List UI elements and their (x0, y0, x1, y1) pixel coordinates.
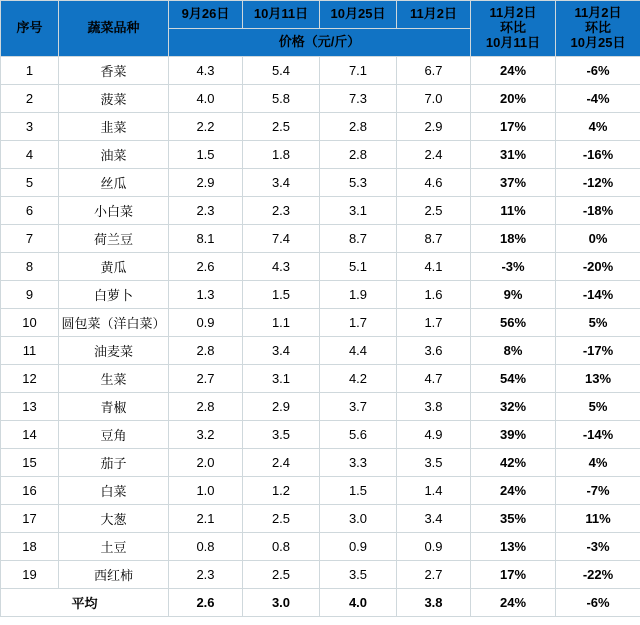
cell-price-4: 1.4 (397, 477, 471, 505)
cell-variety: 生菜 (59, 365, 169, 393)
cell-price-2: 3.5 (243, 421, 320, 449)
cell-price-1: 3.2 (169, 421, 243, 449)
table-row (1, 225, 640, 253)
cell-change-2: -22% (556, 561, 640, 589)
cell-change-2: -4% (556, 85, 640, 113)
table-row (1, 561, 640, 589)
cell-price-4: 3.6 (397, 337, 471, 365)
average-change-2: -6% (556, 589, 640, 617)
table-row (1, 169, 640, 197)
table-row (1, 393, 640, 421)
cell-variety: 大葱 (59, 505, 169, 533)
header-change1-line3: 10月11日 (485, 34, 541, 50)
cell-change-2: -14% (556, 421, 640, 449)
table-row (1, 337, 640, 365)
cell-change-1: 31% (471, 141, 556, 169)
table-header (1, 1, 640, 57)
table-row (1, 57, 640, 85)
cell-change-1: -3% (471, 253, 556, 281)
cell-variety: 青椒 (59, 393, 169, 421)
cell-variety: 土豆 (59, 533, 169, 561)
cell-price-1: 1.5 (169, 141, 243, 169)
header-change-vs-oct25 (556, 1, 640, 57)
header-index: 序号 (1, 1, 59, 57)
cell-change-2: -7% (556, 477, 640, 505)
cell-variety: 油麦菜 (59, 337, 169, 365)
cell-price-4: 2.5 (397, 197, 471, 225)
cell-index: 11 (1, 337, 59, 365)
header-change1-line2: 环比 (499, 20, 526, 36)
cell-index: 18 (1, 533, 59, 561)
cell-change-1: 32% (471, 393, 556, 421)
table-row (1, 85, 640, 113)
cell-price-3: 3.0 (320, 505, 397, 533)
cell-price-3: 3.7 (320, 393, 397, 421)
cell-price-4: 4.6 (397, 169, 471, 197)
table-footer (1, 589, 640, 617)
cell-index: 17 (1, 505, 59, 533)
average-value-2: 3.0 (243, 589, 320, 617)
cell-price-1: 2.7 (169, 365, 243, 393)
header-date-3: 10月25日 (320, 1, 397, 29)
cell-price-3: 1.5 (320, 477, 397, 505)
table-row (1, 477, 640, 505)
cell-variety: 韭菜 (59, 113, 169, 141)
table-row (1, 365, 640, 393)
average-label: 平均 (1, 589, 169, 617)
cell-change-2: -6% (556, 57, 640, 85)
cell-price-2: 1.2 (243, 477, 320, 505)
cell-index: 8 (1, 253, 59, 281)
cell-variety: 小白菜 (59, 197, 169, 225)
cell-price-1: 0.9 (169, 309, 243, 337)
table-row (1, 421, 640, 449)
cell-price-4: 3.4 (397, 505, 471, 533)
table-row (1, 309, 640, 337)
cell-variety: 荷兰豆 (59, 225, 169, 253)
cell-index: 4 (1, 141, 59, 169)
cell-price-1: 2.3 (169, 561, 243, 589)
cell-variety: 茄子 (59, 449, 169, 477)
cell-change-1: 37% (471, 169, 556, 197)
cell-change-1: 18% (471, 225, 556, 253)
cell-price-4: 2.7 (397, 561, 471, 589)
cell-price-2: 3.1 (243, 365, 320, 393)
header-row-1 (1, 1, 640, 29)
cell-change-1: 20% (471, 85, 556, 113)
cell-change-1: 8% (471, 337, 556, 365)
cell-change-2: -17% (556, 337, 640, 365)
table-row (1, 533, 640, 561)
cell-change-1: 39% (471, 421, 556, 449)
cell-index: 10 (1, 309, 59, 337)
table-row (1, 197, 640, 225)
cell-price-4: 7.0 (397, 85, 471, 113)
cell-price-1: 2.1 (169, 505, 243, 533)
cell-price-3: 5.3 (320, 169, 397, 197)
average-value-3: 4.0 (320, 589, 397, 617)
cell-price-4: 3.5 (397, 449, 471, 477)
cell-price-1: 2.9 (169, 169, 243, 197)
cell-variety: 丝瓜 (59, 169, 169, 197)
cell-variety: 豆角 (59, 421, 169, 449)
cell-price-3: 4.4 (320, 337, 397, 365)
header-date-2: 10月11日 (243, 1, 320, 29)
cell-price-1: 2.3 (169, 197, 243, 225)
cell-change-1: 56% (471, 309, 556, 337)
cell-change-2: -14% (556, 281, 640, 309)
cell-change-1: 24% (471, 57, 556, 85)
cell-price-2: 2.4 (243, 449, 320, 477)
cell-price-1: 2.2 (169, 113, 243, 141)
cell-price-3: 2.8 (320, 141, 397, 169)
cell-price-1: 1.3 (169, 281, 243, 309)
cell-price-3: 8.7 (320, 225, 397, 253)
cell-price-1: 4.3 (169, 57, 243, 85)
cell-change-2: 5% (556, 309, 640, 337)
cell-price-2: 1.8 (243, 141, 320, 169)
cell-variety: 白萝卜 (59, 281, 169, 309)
cell-price-3: 1.9 (320, 281, 397, 309)
table-row (1, 141, 640, 169)
header-variety: 蔬菜品种 (59, 1, 169, 57)
cell-index: 14 (1, 421, 59, 449)
header-date-4: 11月2日 (397, 1, 471, 29)
table-row (1, 281, 640, 309)
cell-variety: 西红柿 (59, 561, 169, 589)
cell-price-4: 4.9 (397, 421, 471, 449)
cell-price-2: 2.5 (243, 561, 320, 589)
cell-change-1: 35% (471, 505, 556, 533)
cell-index: 6 (1, 197, 59, 225)
cell-price-3: 1.7 (320, 309, 397, 337)
average-change-1: 24% (471, 589, 556, 617)
cell-change-2: -3% (556, 533, 640, 561)
cell-price-1: 8.1 (169, 225, 243, 253)
cell-price-4: 4.1 (397, 253, 471, 281)
cell-price-2: 2.5 (243, 505, 320, 533)
cell-price-2: 1.1 (243, 309, 320, 337)
cell-price-4: 3.8 (397, 393, 471, 421)
cell-change-1: 54% (471, 365, 556, 393)
cell-change-1: 17% (471, 561, 556, 589)
cell-index: 12 (1, 365, 59, 393)
cell-price-4: 2.9 (397, 113, 471, 141)
table-row (1, 505, 640, 533)
cell-variety: 油菜 (59, 141, 169, 169)
cell-variety: 菠菜 (59, 85, 169, 113)
average-value-4: 3.8 (397, 589, 471, 617)
cell-price-3: 7.3 (320, 85, 397, 113)
cell-price-2: 5.4 (243, 57, 320, 85)
cell-price-3: 3.3 (320, 449, 397, 477)
cell-price-1: 0.8 (169, 533, 243, 561)
cell-change-2: 4% (556, 449, 640, 477)
cell-price-2: 3.4 (243, 337, 320, 365)
table-row (1, 253, 640, 281)
cell-price-2: 2.5 (243, 113, 320, 141)
cell-index: 19 (1, 561, 59, 589)
table-body (1, 57, 640, 589)
cell-index: 1 (1, 57, 59, 85)
cell-price-1: 4.0 (169, 85, 243, 113)
cell-price-2: 4.3 (243, 253, 320, 281)
cell-price-4: 6.7 (397, 57, 471, 85)
table-row (1, 113, 640, 141)
cell-change-2: -16% (556, 141, 640, 169)
cell-index: 13 (1, 393, 59, 421)
cell-price-4: 8.7 (397, 225, 471, 253)
header-change2-line3: 10月25日 (570, 34, 626, 50)
cell-variety: 黄瓜 (59, 253, 169, 281)
cell-index: 15 (1, 449, 59, 477)
cell-price-1: 2.8 (169, 337, 243, 365)
cell-index: 7 (1, 225, 59, 253)
cell-change-2: -20% (556, 253, 640, 281)
header-change2-line1: 11月2日 (574, 5, 622, 21)
cell-price-4: 1.7 (397, 309, 471, 337)
cell-change-1: 11% (471, 197, 556, 225)
cell-price-2: 2.9 (243, 393, 320, 421)
cell-change-2: 13% (556, 365, 640, 393)
cell-price-4: 2.4 (397, 141, 471, 169)
cell-variety: 圆包菜（洋白菜） (59, 309, 169, 337)
cell-price-3: 0.9 (320, 533, 397, 561)
cell-change-2: 0% (556, 225, 640, 253)
cell-price-4: 4.7 (397, 365, 471, 393)
cell-price-4: 0.9 (397, 533, 471, 561)
cell-change-2: -12% (556, 169, 640, 197)
cell-price-2: 0.8 (243, 533, 320, 561)
cell-price-3: 3.5 (320, 561, 397, 589)
header-price-band: 价格（元/斤） (169, 29, 471, 57)
cell-change-2: -18% (556, 197, 640, 225)
cell-price-3: 5.1 (320, 253, 397, 281)
cell-price-3: 3.1 (320, 197, 397, 225)
cell-index: 9 (1, 281, 59, 309)
header-change2-line2: 环比 (584, 20, 611, 36)
cell-change-1: 42% (471, 449, 556, 477)
table-row (1, 449, 640, 477)
cell-index: 3 (1, 113, 59, 141)
cell-price-3: 4.2 (320, 365, 397, 393)
cell-change-1: 24% (471, 477, 556, 505)
cell-price-2: 7.4 (243, 225, 320, 253)
cell-index: 2 (1, 85, 59, 113)
cell-change-2: 5% (556, 393, 640, 421)
header-change1-line1: 11月2日 (489, 5, 537, 21)
cell-price-3: 5.6 (320, 421, 397, 449)
header-date-1: 9月26日 (169, 1, 243, 29)
header-change-vs-oct11 (471, 1, 556, 57)
cell-change-1: 9% (471, 281, 556, 309)
cell-change-2: 4% (556, 113, 640, 141)
cell-index: 16 (1, 477, 59, 505)
cell-variety: 白菜 (59, 477, 169, 505)
cell-price-1: 1.0 (169, 477, 243, 505)
cell-change-1: 17% (471, 113, 556, 141)
cell-change-2: 11% (556, 505, 640, 533)
cell-price-2: 2.3 (243, 197, 320, 225)
cell-price-4: 1.6 (397, 281, 471, 309)
cell-price-1: 2.8 (169, 393, 243, 421)
cell-price-3: 7.1 (320, 57, 397, 85)
cell-price-3: 2.8 (320, 113, 397, 141)
cell-price-1: 2.6 (169, 253, 243, 281)
cell-change-1: 13% (471, 533, 556, 561)
cell-price-2: 1.5 (243, 281, 320, 309)
cell-variety: 香菜 (59, 57, 169, 85)
cell-index: 5 (1, 169, 59, 197)
average-row (1, 589, 640, 617)
cell-price-2: 3.4 (243, 169, 320, 197)
cell-price-2: 5.8 (243, 85, 320, 113)
cell-price-1: 2.0 (169, 449, 243, 477)
average-value-1: 2.6 (169, 589, 243, 617)
